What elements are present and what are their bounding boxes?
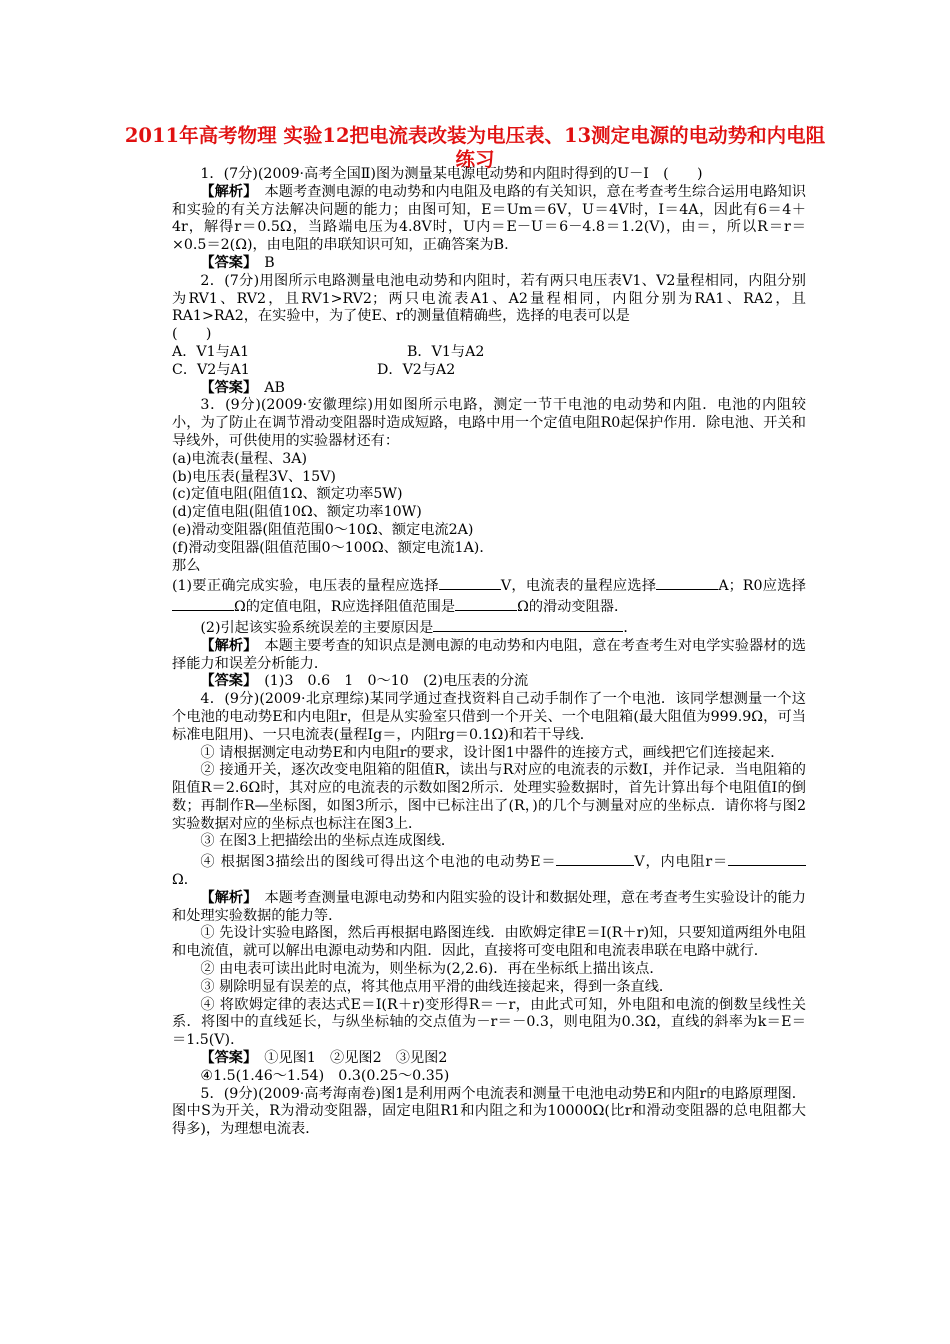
fill-blank (556, 851, 634, 866)
page-title: 2011年高考物理 实验12把电流表改装为电压表、13测定电源的电动势和内电阻练习 (124, 124, 826, 171)
answer-text: AB (264, 379, 285, 396)
question-4-analysis-3: ③ 剔除明显有误差的点，将其他点用平滑的曲线连接起来，得到一条直线． (200, 978, 674, 995)
question-3-part-1: (1)要正确完成实验，电压表的量程应选择 V，电流表的量程应选择 A；R0应选择Ω的定值电阻，R应选择阻值范围是 Ω的滑动变阻器． (172, 575, 806, 617)
equipment-item: (f)滑动变阻器(阻值范围0～100Ω、额定电流1A)． (172, 539, 494, 556)
question-1-analysis (172, 184, 806, 255)
analysis-text: 本题考查测电源的电动势和内电阻及电路的有关知识，意在考查考生综合运用电路知识和实验的有关方法解决问题的能力；由图可知，E＝Um＝6V，U＝4V时，I＝4A，因此有6＝4＋4r，解得r＝0.5Ω，当路端电压为4.8V时，U内＝E－U＝6－4.8＝1.2(V)，由＝，所以R＝r＝×0.5＝2(Ω)，由电阻的串联知识可知，正确答案为B. (172, 183, 806, 254)
question-3-stem: 3．(9分)(2009·安徽理综)用如图所示电路，测定一节干电池的电动势和内阻．电池的内阻较小，为了防止在调节滑动变阻器时造成短路，电路中用一个定值电阻R0起保护作用．除电池、开关和导线外，可供使用的实验器材还有： (172, 397, 806, 449)
question-3-part-2: (2)引起该实验系统误差的主要原因是 ． (172, 617, 806, 638)
question-4-step-2: ② 接通开关，逐次改变电阻箱的阻值R，读出与R对应的电流表的示数I，并作记录．当电阻箱的阻值R＝2.6Ω时，其对应的电流表的示数如图2所示．处理实验数据时，首先计算出每个电阻值I的倒数；再制作R—坐标图，如图3所示，图中已标注出了(R，)的几个与测量对应的坐标点．请你将与图2实验数据对应的坐标点也标注在图3上． (172, 762, 806, 832)
question-4-analysis (172, 890, 806, 926)
fill-blank (656, 575, 718, 590)
equipment-item: (c)定值电阻(阻值1Ω、额定功率5W) (172, 486, 403, 503)
equipment-item: (e)滑动变阻器(阻值范围0～10Ω、额定电流2A) (172, 521, 474, 538)
equipment-item: (a)电流表(量程、3A) (172, 450, 307, 467)
fill-blank (172, 596, 234, 611)
answer-tag: 【答案】 (200, 673, 251, 690)
question-3-answer (172, 673, 806, 691)
question-3-analysis (172, 638, 806, 674)
option-c: C．V2与A1 (172, 361, 250, 378)
answer-text: (1)3 0.6 1 0～10 (2)电压表的分流 (264, 673, 529, 690)
option-a: A．V1与A1 (172, 343, 250, 360)
option-d: D．V2与A2 (377, 361, 456, 378)
question-2-options-row-1 (172, 344, 806, 362)
option-b: B．V1与A2 (407, 343, 485, 360)
fill-blank (439, 575, 501, 590)
analysis-tag: 【解析】 (200, 183, 251, 200)
question-4-answer (172, 1050, 806, 1068)
question-1-answer (172, 255, 806, 273)
question-5-stem: 5．(9分)(2009·高考海南卷)图1是利用两个电流表和测量干电池电动势E和内阻r的电路原理图．图中S为开关，R为滑动变阻器，固定电阻R1和内阻之和为10000Ω(比r和滑动变阻器的总电阻都大得多)，为理想电流表． (172, 1085, 806, 1138)
question-2-stem: 2．(7分)用图所示电路测量电池电动势和内阻时，若有两只电压表V1、V2量程相同，内阻分别为RV1、RV2，且RV1>RV2；两只电流表A1、A2量程相同，内阻分别为RA1、RA2，且RA1>RA2，在实验中，为了使E、r的测量值精确些，选择的电表可以是 (172, 272, 806, 325)
answer-tag: 【答案】 (200, 254, 251, 271)
answer-tag: 【答案】 (200, 1050, 251, 1067)
document-body (172, 166, 806, 1139)
question-4-analysis-1: ① 先设计实验电路图，然后再根据电路图连线．由欧姆定律E＝I(R＋r)知，只要知道两组外电阻和电流值，就可以解出电源电动势和内阻．因此，直接将可变电阻和电流表串联在电路中就行． (172, 925, 806, 960)
question-2-options-row-2 (172, 362, 806, 380)
question-1-stem: 1．(7分)(2009·高考全国Ⅱ)图为测量某电源电动势和内阻时得到的U－I ( ) (200, 166, 703, 182)
question-2-paren: ( ) (172, 326, 212, 343)
fill-blank (455, 596, 517, 611)
fill-blank (433, 617, 623, 632)
analysis-text: 本题主要考查的知识点是测电源的电动势和内电阻，意在考查考生对电学实验器材的选择能力和误差分析能力． (172, 637, 806, 672)
question-4-stem: 4．(9分)(2009·北京理综)某同学通过查找资料自己动手制作了一个电池．该同学想测量一个这个电池的电动势E和内电阻r，但是从实验室只借到一个开关、一个电阻箱(最大阻值为999.9Ω，可当标准电阻用)、一只电流表(量程Ig＝，内阻rg＝0.1Ω)和若干导线． (172, 691, 806, 743)
answer-text: B (264, 254, 275, 271)
question-4-step-1: ① 请根据测定电动势E和内电阻r的要求，设计图1中器件的连接方式，画线把它们连接起来． (200, 744, 785, 761)
question-4-answer-2: ④1.5(1.46～1.54) 0.3(0.25～0.35) (200, 1067, 450, 1084)
question-4-analysis-4: ④ 将欧姆定律的表达式E＝I(R＋r)变形得R＝－r，由此式可知，外电阻和电流的倒数呈线性关系．将图中的直线延长，与纵坐标轴的交点值为－r＝－0.3，则电阻为0.3Ω，直线的斜率为k＝E＝＝1.5(V)． (172, 996, 806, 1049)
question-4-step-3: ③ 在图3上把描绘出的坐标点连成图线． (200, 833, 456, 850)
fill-blank (728, 851, 806, 866)
answer-tag: 【答案】 (200, 379, 251, 396)
analysis-tag: 【解析】 (200, 637, 251, 654)
equipment-item: (d)定值电阻(阻值10Ω、额定功率10W) (172, 504, 422, 521)
analysis-tag: 【解析】 (200, 889, 251, 906)
equipment-item: (b)电压表(量程3V、15V) (172, 468, 336, 485)
question-4-step-4: ④ 根据图3描绘出的图线可得出这个电池的电动势E＝ V，内电阻r＝Ω． (172, 851, 806, 890)
question-3-then: 那么 (172, 557, 201, 574)
analysis-text: 本题考查测量电源电动势和内阻实验的设计和数据处理，意在考查考生实验设计的能力和处理实验数据的能力等． (172, 889, 806, 924)
question-2-answer (172, 380, 806, 398)
answer-text: ①见图1 ②见图2 ③见图2 (264, 1050, 448, 1067)
question-4-analysis-2: ② 由电表可读出此时电流为，则坐标为(2,2.6)．再在坐标纸上描出该点． (200, 961, 664, 978)
